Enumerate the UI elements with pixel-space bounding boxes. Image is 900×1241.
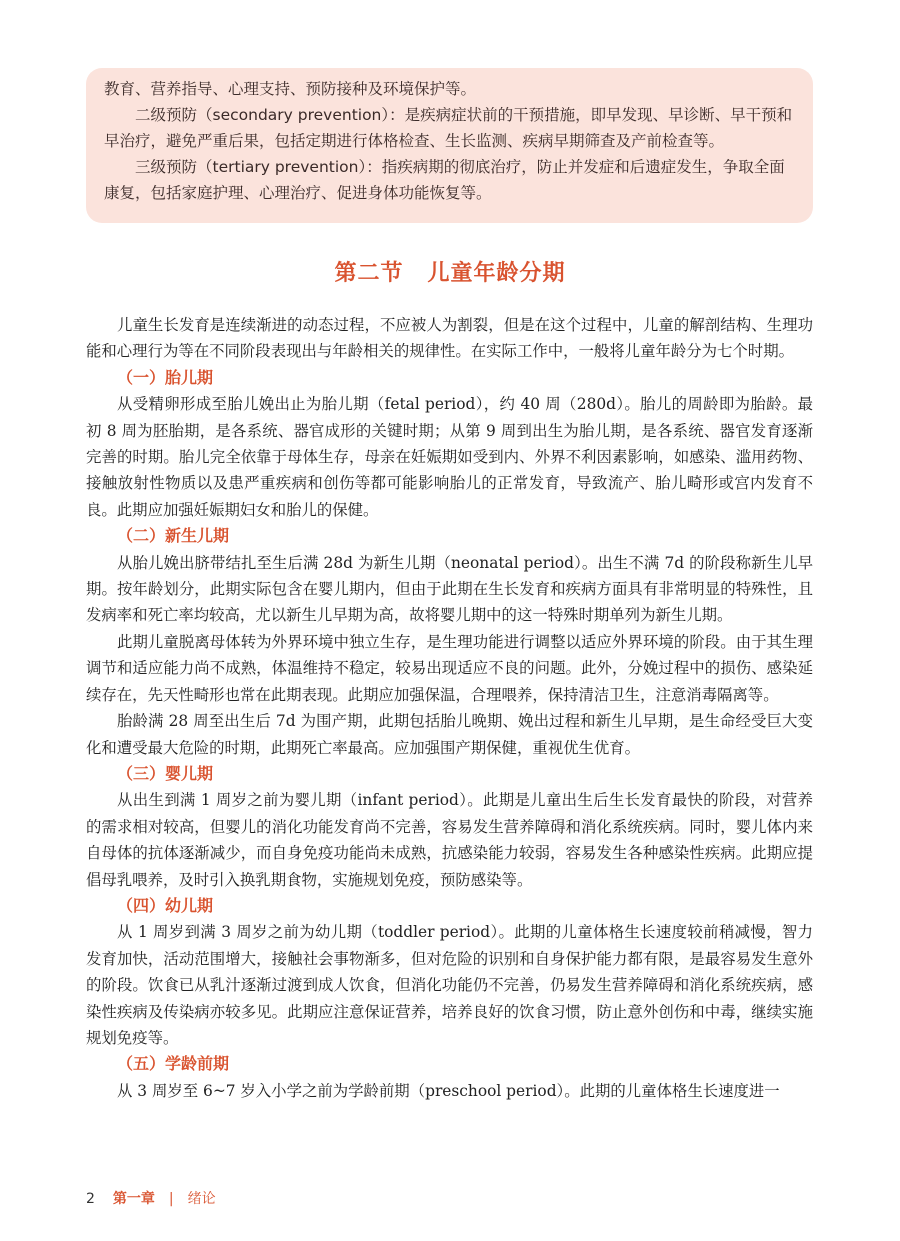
prevention-box [86, 68, 813, 223]
main-text [86, 312, 813, 1104]
paragraph: 从胎儿娩出脐带结扎至生后满 28d 为新生儿期（neonatal period）。出生不满 7d 的阶段称新生儿早期。按年龄划分，此期实际包含在婴儿期内，但由于此期在生长发育和疾病方面具有非常明显的特殊性，且发病率和死亡率均较高，尤以新生儿早期为高，故将婴儿期中的这一特殊时期单列为新生儿期。 [86, 553, 813, 625]
intro-paragraph: 儿童生长发育是连续渐进的动态过程，不应被人为割裂，但是在这个过程中，儿童的解剖结构、生理功能和心理行为等在不同阶段表现出与年龄相关的规律性。在实际工作中，一般将儿童年龄分为七个时期。 [86, 316, 813, 361]
section-title [0, 256, 900, 287]
paragraph: 从 1 周岁到满 3 周岁之前为幼儿期（toddler period）。此期的儿童体格生长速度较前稍减慢，智力发育加快，活动范围增大，接触社会事物渐多，但对危险的识别和自身保护能力都有限，是最容易发生意外的阶段。饮食已从乳汁逐渐过渡到成人饮食，但消化功能仍不完善，仍易发生营养障碍和消化系统疾病，感染性疾病及传染病亦较多见。此期应注意保证营养，培养良好的饮食习惯，防止意外创伤和中毒，继续实施规划免疫等。 [86, 923, 813, 1047]
heading-infant: （三）婴儿期 [117, 763, 214, 783]
section-number: 第二节 [334, 261, 404, 286]
section-name: 儿童年龄分期 [427, 261, 566, 286]
tertiary-prevention-paragraph: 三级预防（tertiary prevention）：指疾病期的彻底治疗，防止并发症和后遗症发生，争取全面康复，包括家庭护理、心理治疗、促进身体功能恢复等。 [104, 158, 785, 202]
heading-toddler: （四）幼儿期 [117, 895, 214, 915]
page-number: 2 [86, 1191, 95, 1207]
paragraph: 胎龄满 28 周至出生后 7d 为围产期，此期包括胎儿晚期、娩出过程和新生儿早期，是生命经受巨大变化和遭受最大危险的时期，此期死亡率最高。应加强围产期保健，重视优生优育。 [86, 712, 813, 757]
paragraph: 此期儿童脱离母体转为外界环境中独立生存，是生理功能进行调整以适应外界环境的阶段。由于其生理调节和适应能力尚不成熟，体温维持不稳定，较易出现适应不良的问题。此外，分娩过程中的损伤、感染延续存在，先天性畸形也常在此期表现。此期应加强保温，合理喂养，保持清洁卫生，注意消毒隔离等。 [86, 632, 813, 704]
heading-neonatal: （二）新生儿期 [117, 526, 230, 546]
paragraph: 从受精卵形成至胎儿娩出止为胎儿期（fetal period），约 40 周（280d）。胎儿的周龄即为胎龄。最初 8 周为胚胎期，是各系统、器官成形的关键时期；从第 9 周到出生为胎儿期，是各系统、器官发育逐渐完善的时期。胎儿完全依靠于母体生存，母亲在妊娠期如受到内、外界不利因素影响，如感染、滥用药物、接触放射性物质以及患严重疾病和创伤等都可能影响胎儿的正常发育，导致流产、胎儿畸形或宫内发育不良。此期应加强妊娠期妇女和胎儿的保健。 [86, 395, 813, 519]
footer-section: 绪论 [187, 1191, 216, 1207]
box-line: 教育、营养指导、心理支持、预防接种及环境保护等。 [104, 80, 477, 98]
heading-preschool: （五）学龄前期 [117, 1054, 230, 1074]
paragraph: 从出生到满 1 周岁之前为婴儿期（infant period）。此期是儿童出生后生长发育最快的阶段，对营养的需求相对较高，但婴儿的消化功能发育尚不完善，容易发生营养障碍和消化系统疾病。同时，婴儿体内来自母体的抗体逐渐减少，而自身免疫功能尚未成熟，抗感染能力较弱，容易发生各种感染性疾病。此期应提倡母乳喂养，及时引入换乳期食物，实施规划免疫，预防感染等。 [86, 791, 813, 889]
heading-fetal: （一）胎儿期 [117, 367, 214, 387]
footer-chapter: 第一章 [112, 1191, 155, 1207]
paragraph: 从 3 周岁至 6~7 岁入小学之前为学龄前期（preschool period）。此期的儿童体格生长速度进一 [117, 1081, 780, 1100]
page-footer [86, 1188, 216, 1208]
secondary-prevention-paragraph: 二级预防（secondary prevention）：是疾病症状前的干预措施，即早发现、早诊断、早干预和早治疗，避免严重后果，包括定期进行体格检查、生长监测、疾病早期筛查及产前检查等。 [104, 106, 793, 150]
footer-divider: | [168, 1191, 174, 1207]
